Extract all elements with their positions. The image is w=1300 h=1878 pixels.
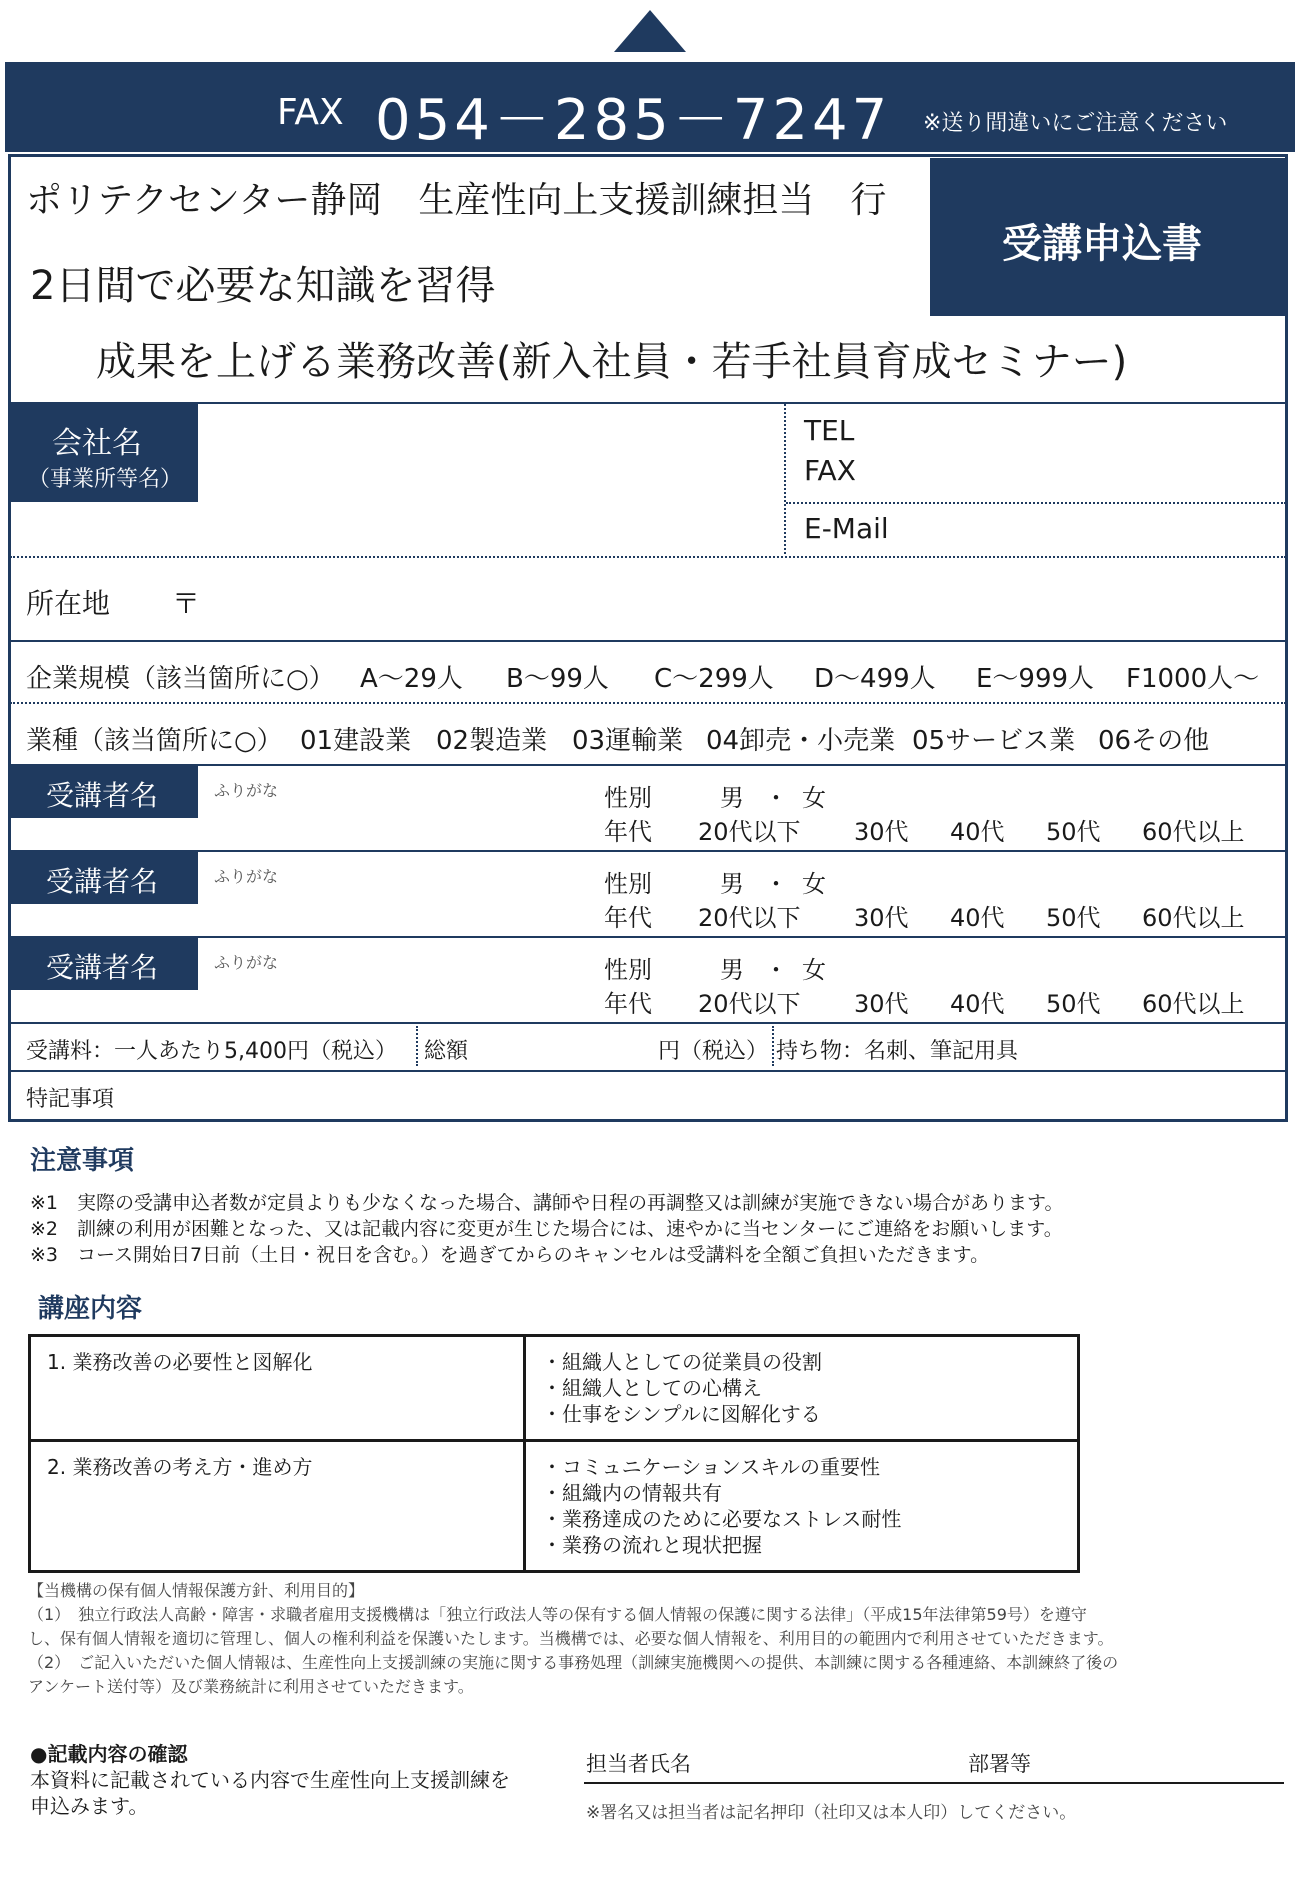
trainee-name-field[interactable] <box>214 886 594 934</box>
age-option[interactable]: 20代以下 <box>698 904 801 932</box>
list-item: ・業務の流れと現状把握 <box>542 1533 762 1557</box>
company-sublabel: （事業所等名） <box>28 467 183 492</box>
course-title: 成果を上げる業務改善(新入社員・若手社員育成セミナー) <box>96 339 1128 385</box>
special-field[interactable] <box>130 1074 1280 1116</box>
age-option[interactable]: 50代 <box>1046 904 1101 932</box>
age-option[interactable]: 20代以下 <box>698 990 801 1018</box>
yen-tax: 円（税込） <box>658 1039 769 1064</box>
fax-note: ※送り間違いにご注意ください <box>923 111 1228 136</box>
industry-label: 業種（該当箇所に○） <box>26 726 283 756</box>
gender-male[interactable]: 男 <box>720 784 744 812</box>
table-row <box>30 1336 1079 1441</box>
gender-dot: ・ <box>764 870 788 898</box>
confirm-title: ●記載内容の確認 <box>30 1742 188 1766</box>
application-heading-box <box>930 158 1285 316</box>
age-option[interactable]: 40代 <box>950 904 1005 932</box>
size-option-c[interactable]: C～299人 <box>654 664 774 694</box>
industry-option-05[interactable]: 05サービス業 <box>912 726 1076 756</box>
divider <box>772 1026 774 1066</box>
industry-option-01[interactable]: 01建設業 <box>300 726 412 756</box>
list-item: ・業務達成のために必要なストレス耐性 <box>542 1507 902 1531</box>
table-row <box>30 1441 1079 1572</box>
trainee-label-box <box>10 852 198 904</box>
contact-fields[interactable] <box>950 404 1280 554</box>
note-item: ※2 訓練の利用が困難となった、又は記載内容に変更が生じた場合には、速やかに当センターにご連絡をお願いします。 <box>30 1218 1063 1240</box>
trainee-label-box <box>10 766 198 818</box>
fax-number: 054－285－7247 <box>375 88 892 153</box>
divider <box>10 640 1286 642</box>
total-label: 総額 <box>424 1039 469 1064</box>
gender-male[interactable]: 男 <box>720 956 744 984</box>
tel-label: TEL <box>804 414 855 447</box>
trainee-label: 受講者名 <box>46 951 159 984</box>
recipient: ポリテクセンター静岡 生産性向上支援訓練担当 行 <box>26 180 887 221</box>
list-item: ・組織内の情報共有 <box>542 1481 722 1505</box>
company-label-box <box>10 404 198 502</box>
gender-male[interactable]: 男 <box>720 870 744 898</box>
department-field[interactable] <box>1040 1738 1280 1776</box>
signature-note: ※署名又は担当者は記名押印（社印又は本人印）してください。 <box>586 1803 1077 1823</box>
gender-label: 性別 <box>604 784 652 812</box>
course-details <box>525 1336 1079 1441</box>
age-option[interactable]: 30代 <box>854 818 909 846</box>
address-label: 所在地 <box>26 587 111 620</box>
fee-text: 受講料：一人あたり5,400円（税込） <box>26 1039 397 1064</box>
divider <box>10 850 1286 852</box>
age-option[interactable]: 50代 <box>1046 818 1101 846</box>
furigana-label: ふりがな <box>214 953 279 972</box>
notes-title: 注意事項 <box>30 1146 135 1176</box>
trainee-label: 受講者名 <box>46 779 159 812</box>
signature-line <box>584 1782 1284 1784</box>
fax-label: FAX <box>277 92 344 133</box>
privacy-line: し、保有個人情報を適切に管理し、個人の権利利益を保護いたします。当機構では、必要な個人情報を、利用目的の範囲内で利用させていただきます。 <box>28 1629 1114 1648</box>
age-option[interactable]: 50代 <box>1046 990 1101 1018</box>
list-item: ・組織人としての従業員の役割 <box>542 1350 822 1374</box>
furigana-label: ふりがな <box>214 781 279 800</box>
industry-option-02[interactable]: 02製造業 <box>436 726 548 756</box>
trainee-label-box <box>10 938 198 990</box>
age-option[interactable]: 30代 <box>854 990 909 1018</box>
trainee-name-field[interactable] <box>214 800 594 848</box>
gender-female[interactable]: 女 <box>802 784 826 812</box>
note-item: ※3 コース開始日7日前（土日・祝日を含む。）を過ぎてからのキャンセルは受講料を全額ご負担いただきます。 <box>30 1244 990 1266</box>
course-table <box>28 1334 1080 1573</box>
postal-mark: 〒 <box>172 587 201 620</box>
privacy-heading: 【当機構の保有個人情報保護方針、利用目的】 <box>28 1581 365 1600</box>
divider <box>10 556 1286 558</box>
list-item: ・仕事をシンプルに図解化する <box>542 1402 821 1426</box>
course-topic: 1. 業務改善の必要性と図解化 <box>30 1336 525 1441</box>
size-option-e[interactable]: E～999人 <box>976 664 1095 694</box>
age-option[interactable]: 20代以下 <box>698 818 801 846</box>
size-option-f[interactable]: F1000人～ <box>1126 664 1260 694</box>
arrow-up-icon <box>614 10 686 52</box>
person-in-charge-field[interactable] <box>700 1738 950 1776</box>
privacy-line: （2） ご記入いただいた個人情報は、生産性向上支援訓練の実施に関する事務処理（訓練実施機関への提供、本訓練に関する各種連絡、本訓練終了後の <box>28 1653 1119 1672</box>
list-item: ・組織人としての心構え <box>542 1376 762 1400</box>
privacy-line: （1） 独立行政法人高齢・障害・求職者雇用支援機構は「独立行政法人等の保有する個人情報の保護に関する法律」（平成15年法律第59号）を遵守 <box>28 1605 1087 1624</box>
gender-label: 性別 <box>604 956 652 984</box>
age-label: 年代 <box>604 818 652 846</box>
note-item: ※1 実際の受講申込者数が定員よりも少なくなった場合、講師や日程の再調整又は訓練が実施できない場合があります。 <box>30 1192 1064 1214</box>
age-label: 年代 <box>604 990 652 1018</box>
industry-option-06[interactable]: 06その他 <box>1098 726 1210 756</box>
confirm-text: 申込みます。 <box>30 1794 149 1818</box>
company-name-field[interactable] <box>200 404 780 556</box>
size-label: 企業規模（該当箇所に○） <box>26 664 335 694</box>
divider <box>416 1026 418 1066</box>
trainee-name-field[interactable] <box>214 972 594 1020</box>
gender-dot: ・ <box>764 784 788 812</box>
age-option[interactable]: 60代以上 <box>1142 904 1245 932</box>
subtitle: 2日間で必要な知識を習得 <box>30 263 496 309</box>
trainee-label: 受講者名 <box>46 865 159 898</box>
email-label: E-Mail <box>804 512 889 545</box>
divider <box>10 764 1286 766</box>
age-option[interactable]: 40代 <box>950 990 1005 1018</box>
size-option-b[interactable]: B～99人 <box>506 664 609 694</box>
fax-field-label: FAX <box>804 454 856 487</box>
age-option[interactable]: 30代 <box>854 904 909 932</box>
divider <box>784 404 786 554</box>
bring-items: 持ち物：名刺、筆記用具 <box>776 1039 1019 1064</box>
confirm-text: 本資料に記載されている内容で生産性向上支援訓練を <box>30 1768 510 1792</box>
application-heading: 受講申込書 <box>1002 221 1202 267</box>
size-option-a[interactable]: A～29人 <box>360 664 463 694</box>
age-option[interactable]: 60代以上 <box>1142 990 1245 1018</box>
course-content-title: 講座内容 <box>38 1294 143 1324</box>
industry-option-04[interactable]: 04卸売・小売業 <box>706 726 896 756</box>
gender-female[interactable]: 女 <box>802 870 826 898</box>
course-details <box>525 1441 1079 1572</box>
divider <box>10 1070 1286 1072</box>
fax-banner <box>5 62 1295 152</box>
gender-label: 性別 <box>604 870 652 898</box>
total-field[interactable] <box>484 1028 654 1064</box>
course-topic: 2. 業務改善の考え方・進め方 <box>30 1441 525 1572</box>
age-label: 年代 <box>604 904 652 932</box>
size-option-d[interactable]: D～499人 <box>814 664 936 694</box>
department-label: 部署等 <box>968 1752 1031 1776</box>
list-item: ・コミュニケーションスキルの重要性 <box>542 1455 880 1479</box>
age-option[interactable]: 40代 <box>950 818 1005 846</box>
privacy-line: アンケート送付等）及び業務統計に利用させていただきます。 <box>28 1677 474 1696</box>
address-field[interactable] <box>210 566 1280 632</box>
divider <box>10 1022 1286 1024</box>
special-label: 特記事項 <box>26 1087 115 1112</box>
age-option[interactable]: 60代以上 <box>1142 818 1245 846</box>
company-label: 会社名 <box>52 426 142 461</box>
furigana-label: ふりがな <box>214 867 279 886</box>
person-in-charge-label: 担当者氏名 <box>586 1752 691 1776</box>
gender-female[interactable]: 女 <box>802 956 826 984</box>
gender-dot: ・ <box>764 956 788 984</box>
divider <box>10 702 1286 704</box>
divider <box>10 936 1286 938</box>
industry-option-03[interactable]: 03運輸業 <box>572 726 684 756</box>
